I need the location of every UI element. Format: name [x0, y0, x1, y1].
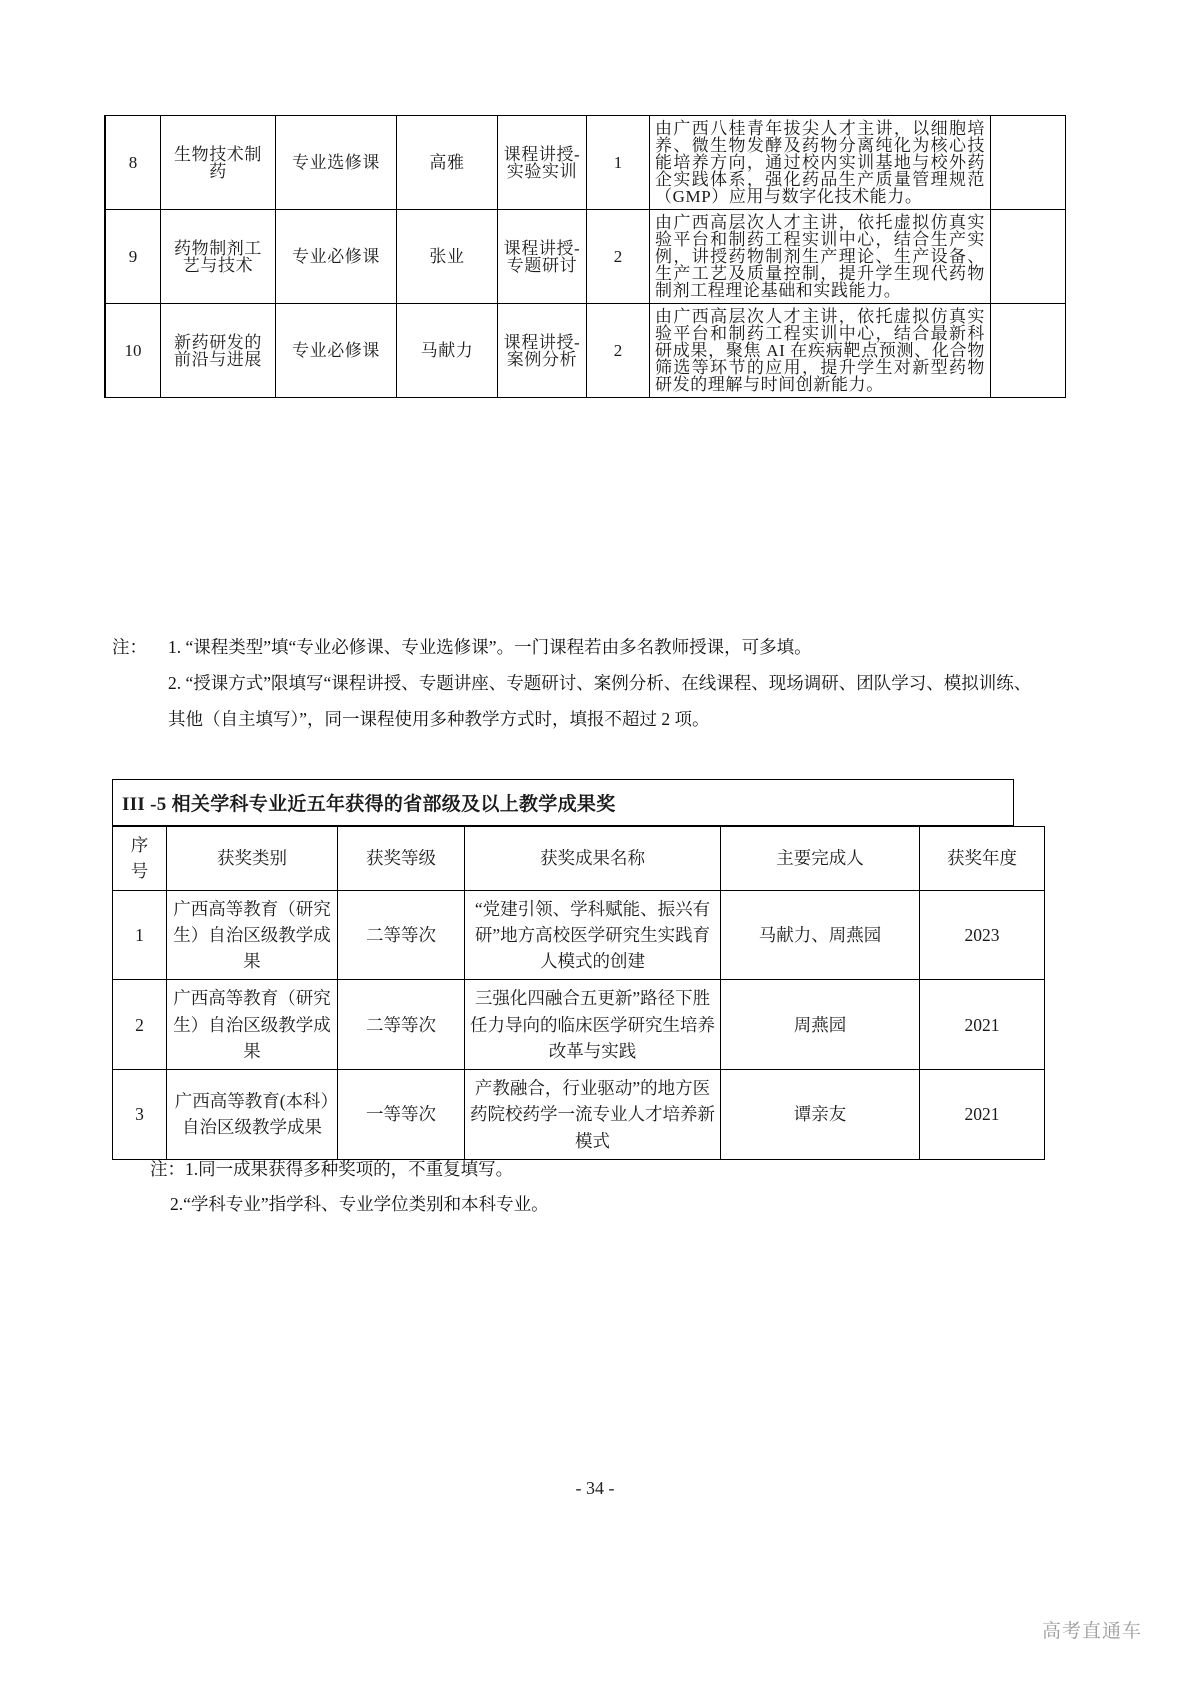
header-year: 获奖年度 [920, 827, 1045, 891]
notes-label: 注： [112, 637, 147, 657]
award-no: 1 [113, 890, 167, 980]
notes-item-1: 1. “课程类型”填“专业必修课、专业选修课”。一门课程若由多名教师授课，可多填。 [168, 637, 812, 657]
award-level: 二等等次 [338, 890, 465, 980]
table-header-row [113, 827, 1045, 891]
notes-item-2-cont: 其他（自主填写）”，同一课程使用多种教学方式时，填报不超过 2 项。 [168, 708, 710, 729]
course-method: 课程讲授-专题研讨 [498, 210, 587, 304]
award-section-title: III -5 相关学科专业近五年获得的省部级及以上教学成果奖 [122, 794, 616, 815]
award-table [112, 826, 1045, 1160]
award-person: 谭亲友 [721, 1070, 920, 1160]
table-row [105, 210, 1066, 304]
course-type: 专业选修课 [276, 116, 397, 210]
course-description: 由广西八桂青年拔尖人才主讲，以细胞培养、微生物发酵及药物分离纯化为核心技能培养方向，通过校内实训基地与校外药企实践体系，强化药品生产质量管理规范（GMP）应用与数字化技术能力。 [650, 116, 991, 210]
award-level: 一等等次 [338, 1070, 465, 1160]
award-achievement-name: 产教融合，行业驱动”的地方医药院校药学一流专业人才培养新模式 [465, 1070, 721, 1160]
course-table [104, 115, 1066, 398]
table-row [113, 1070, 1045, 1160]
course-extra [991, 304, 1066, 398]
award-level: 二等等次 [338, 980, 465, 1070]
award-no: 3 [113, 1070, 167, 1160]
notes2-item-2: 2.“学科专业”指学科、专业学位类别和本科专业。 [170, 1194, 549, 1214]
watermark: 高考直通车 [1041, 1621, 1142, 1642]
course-table-notes [112, 630, 1112, 738]
notes-line [112, 630, 1112, 666]
course-no: 8 [105, 116, 161, 210]
header-category: 获奖类别 [167, 827, 338, 891]
table-row [113, 890, 1045, 980]
course-name: 生物技术制药 [161, 116, 276, 210]
course-no: 9 [105, 210, 161, 304]
course-type: 专业必修课 [276, 304, 397, 398]
course-extra [991, 210, 1066, 304]
award-achievement-name: “党建引领、学科赋能、振兴有研”地方高校医学研究生实践育人模式的创建 [465, 890, 721, 980]
course-hours: 1 [587, 116, 650, 210]
course-type: 专业必修课 [276, 210, 397, 304]
award-section-title-box [112, 779, 1014, 826]
award-category: 广西高等教育(本科）自治区级教学成果 [167, 1070, 338, 1160]
course-description: 由广西高层次人才主讲，依托虚拟仿真实验平台和制药工程实训中心，结合最新科研成果，聚焦 AI 在疾病靶点预测、化合物筛选等环节的应用，提升学生对新型药物研发的理解与时间创新能力。 [650, 304, 991, 398]
award-year: 2023 [920, 890, 1045, 980]
notes2-item-1: 注：1.同一成果获得多种奖项的，不重复填写。 [150, 1159, 514, 1179]
course-no: 10 [105, 304, 161, 398]
award-person: 周燕园 [721, 980, 920, 1070]
table-row [113, 980, 1045, 1070]
header-no-line1: 序 [130, 835, 149, 855]
course-teacher: 张业 [397, 210, 498, 304]
course-description: 由广西高层次人才主讲，依托虚拟仿真实验平台和制药工程实训中心，结合生产实例，讲授药物制剂生产理论、生产设备、生产工艺及质量控制，提升学生现代药物制剂工程理论基础和实践能力。 [650, 210, 991, 304]
header-person: 主要完成人 [721, 827, 920, 891]
award-year: 2021 [920, 1070, 1045, 1160]
course-hours: 2 [587, 304, 650, 398]
award-category: 广西高等教育（研究生）自治区级教学成果 [167, 890, 338, 980]
course-hours: 2 [587, 210, 650, 304]
course-name: 药物制剂工艺与技术 [161, 210, 276, 304]
award-year: 2021 [920, 980, 1045, 1070]
course-teacher: 高雅 [397, 116, 498, 210]
award-category: 广西高等教育（研究生）自治区级教学成果 [167, 980, 338, 1070]
header-no-line2: 号 [130, 861, 149, 882]
course-method: 课程讲授-实验实训 [498, 116, 587, 210]
header-achievement-name: 获奖成果名称 [465, 827, 721, 891]
course-name: 新药研发的前沿与进展 [161, 304, 276, 398]
award-table-notes [150, 1152, 549, 1222]
course-extra [991, 116, 1066, 210]
notes-item-2: 2. “授课方式”限填写“课程讲授、专题讲座、专题研讨、案例分析、在线课程、现场调研、团队学习、模拟训练、 [168, 672, 1032, 693]
page-number: - 34 - [575, 1478, 615, 1498]
table-row [105, 304, 1066, 398]
course-method: 课程讲授-案例分析 [498, 304, 587, 398]
award-achievement-name: 三强化四融合五更新”路径下胜任力导向的临床医学研究生培养改革与实践 [465, 980, 721, 1070]
award-section [112, 779, 1017, 1160]
table-row [105, 116, 1066, 210]
award-person: 马献力、周燕园 [721, 890, 920, 980]
header-no [113, 827, 167, 891]
award-no: 2 [113, 980, 167, 1070]
course-teacher: 马献力 [397, 304, 498, 398]
header-level: 获奖等级 [338, 827, 465, 891]
